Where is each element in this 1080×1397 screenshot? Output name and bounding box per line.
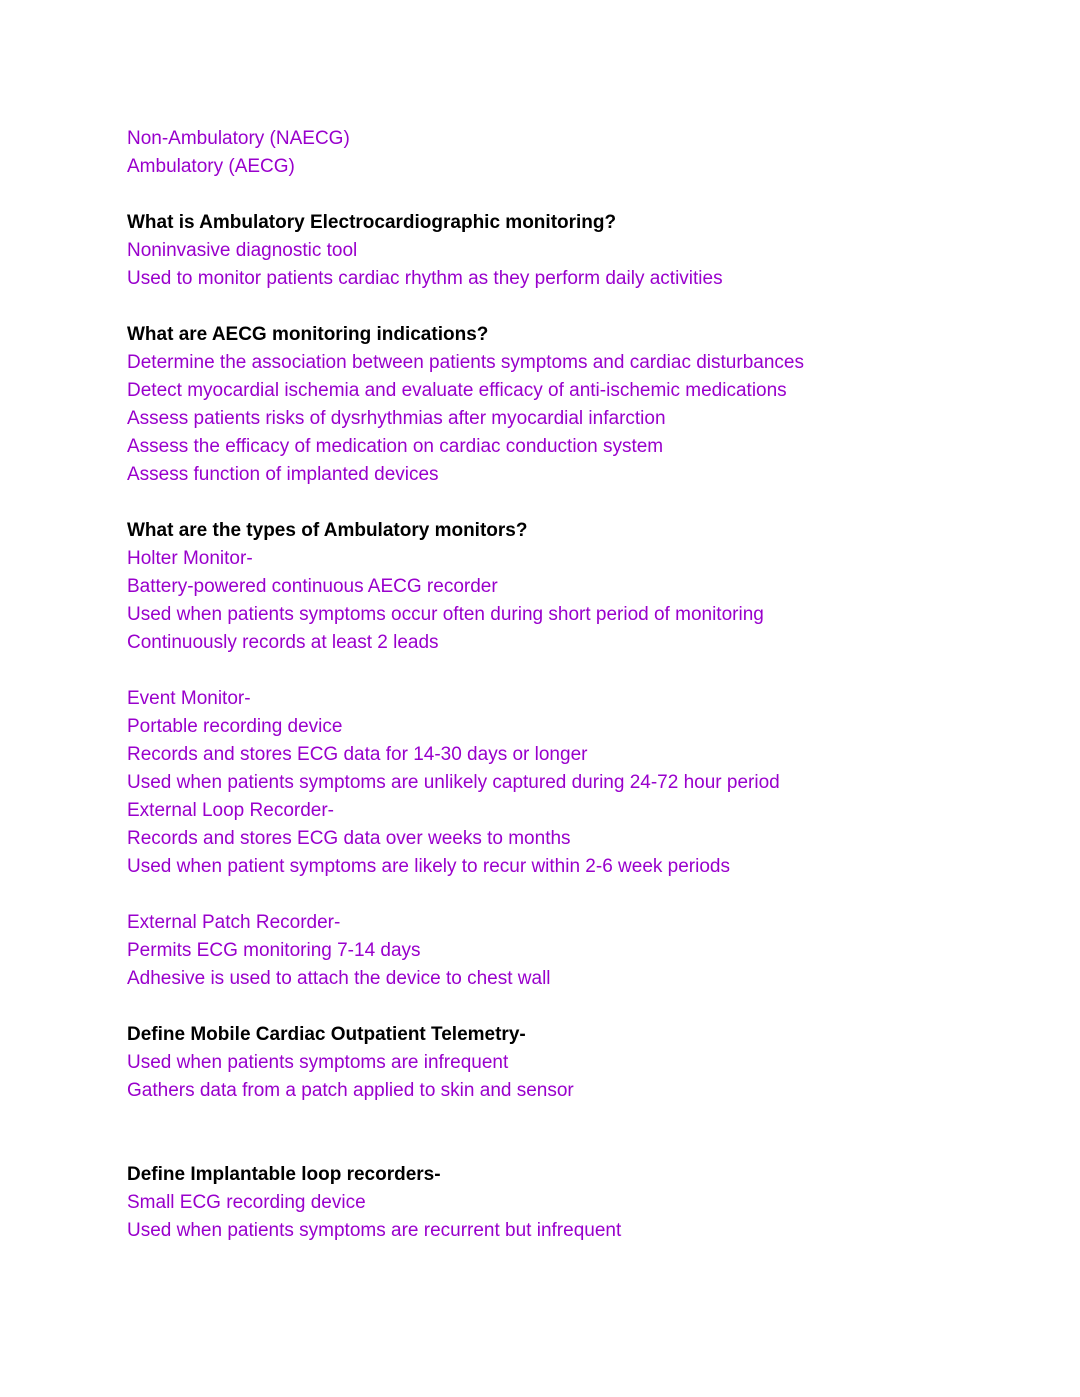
answer-line: Records and stores ECG data over weeks to months	[127, 828, 571, 849]
answer-line: Determine the association between patients symptoms and cardiac disturbances	[127, 352, 804, 373]
blank-line	[127, 1105, 1020, 1133]
blank-line	[127, 181, 1020, 209]
answer-line: Portable recording device	[127, 716, 343, 737]
answer-line: Used when patient symptoms are likely to recur within 2-6 week periods	[127, 856, 730, 877]
answer-line: Assess function of implanted devices	[127, 464, 439, 485]
answer-line: Used when patients symptoms are recurrent but infrequent	[127, 1220, 622, 1241]
answer-line: Used when patients symptoms are infrequent	[127, 1052, 509, 1073]
answer-line: Permits ECG monitoring 7-14 days	[127, 940, 421, 961]
answer-line: Holter Monitor-	[127, 548, 253, 569]
answer-line: External Patch Recorder-	[127, 912, 341, 933]
answer-line: Event Monitor-	[127, 688, 251, 709]
answer-line: Noninvasive diagnostic tool	[127, 240, 358, 261]
answer-line: Assess patients risks of dysrhythmias after myocardial infarction	[127, 408, 666, 429]
blank-line	[127, 1133, 1020, 1161]
question-heading: What are the types of Ambulatory monitors?	[127, 520, 528, 541]
intro-line: Non-Ambulatory (NAECG)	[127, 128, 350, 149]
answer-line: Used when patients symptoms are unlikely captured during 24-72 hour period	[127, 772, 780, 793]
blank-line	[127, 993, 1020, 1021]
answer-line: Continuously records at least 2 leads	[127, 632, 439, 653]
answer-line: Assess the efficacy of medication on cardiac conduction system	[127, 436, 664, 457]
question-heading: What are AECG monitoring indications?	[127, 324, 489, 345]
question-heading: Define Mobile Cardiac Outpatient Telemetry-	[127, 1024, 526, 1045]
answer-line: Records and stores ECG data for 14-30 days or longer	[127, 744, 588, 765]
blank-line	[127, 881, 1020, 909]
answer-line: Adhesive is used to attach the device to chest wall	[127, 968, 551, 989]
question-heading: Define Implantable loop recorders-	[127, 1164, 441, 1185]
blank-line	[127, 489, 1020, 517]
answer-line: Detect myocardial ischemia and evaluate efficacy of anti-ischemic medications	[127, 380, 787, 401]
answer-line: Battery-powered continuous AECG recorder	[127, 576, 498, 597]
answer-line: External Loop Recorder-	[127, 800, 334, 821]
blank-line	[127, 293, 1020, 321]
answer-line: Used to monitor patients cardiac rhythm as they perform daily activities	[127, 268, 723, 289]
answer-line: Used when patients symptoms occur often during short period of monitoring	[127, 604, 764, 625]
answer-line: Gathers data from a patch applied to skin and sensor	[127, 1080, 574, 1101]
question-heading: What is Ambulatory Electrocardiographic monitoring?	[127, 212, 617, 233]
answer-line: Small ECG recording device	[127, 1192, 366, 1213]
blank-line	[127, 657, 1020, 685]
intro-line: Ambulatory (AECG)	[127, 156, 295, 177]
